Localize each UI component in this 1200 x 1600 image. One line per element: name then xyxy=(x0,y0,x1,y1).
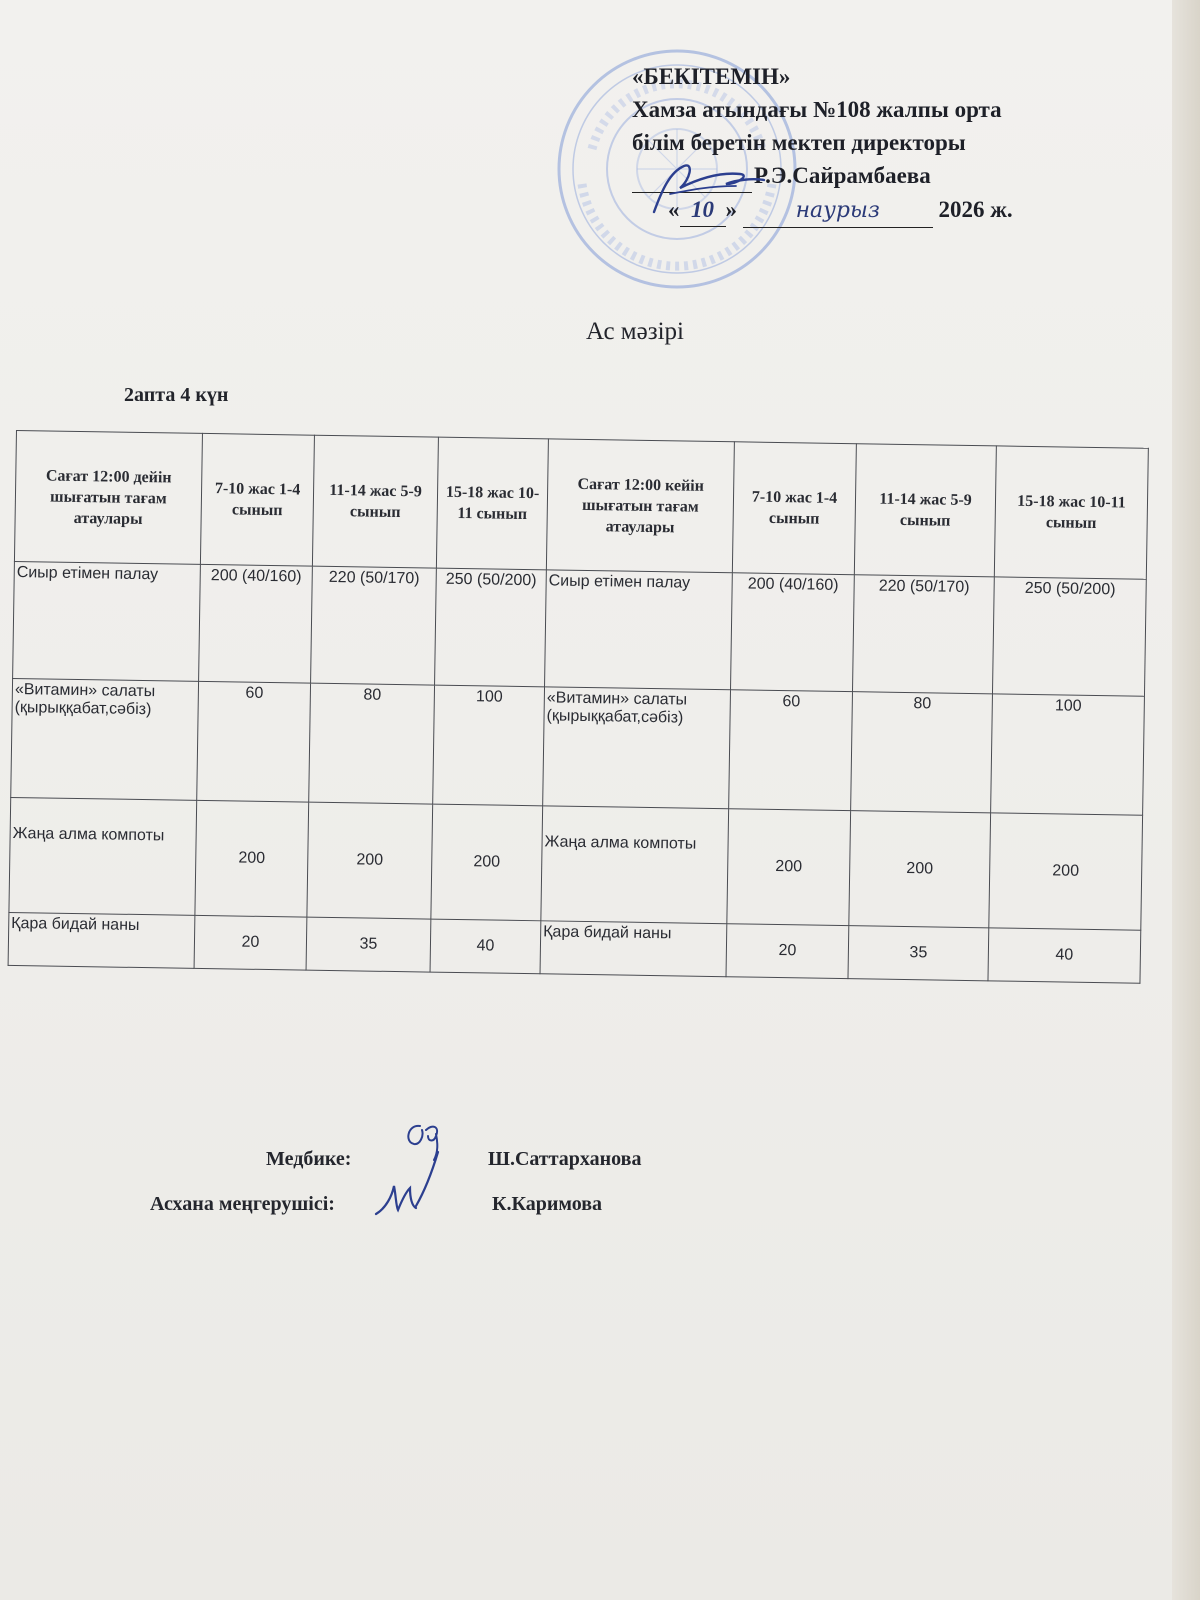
portion-cell: 250 (50/200) xyxy=(992,577,1146,696)
date-month: наурыз xyxy=(743,194,933,228)
portion-cell: 200 xyxy=(727,809,851,926)
dish-name: Қара бидай наны xyxy=(8,912,195,968)
director-signature xyxy=(640,150,770,220)
header-afternoon-dishes: Сағат 12:00 кейін шығатын тағам атаулары xyxy=(546,439,734,573)
portion-cell: 80 xyxy=(309,683,435,804)
portion-cell: 220 (50/170) xyxy=(852,575,994,694)
portion-cell: 200 xyxy=(307,802,433,919)
document-title: Ас мәзірі xyxy=(586,318,684,345)
portion-cell: 20 xyxy=(194,915,307,970)
portion-cell: 40 xyxy=(988,928,1141,983)
dish-name: Жаңа алма компоты xyxy=(541,806,729,924)
portion-cell: 60 xyxy=(729,690,853,811)
nurse-label: Медбике: xyxy=(266,1148,352,1170)
dish-name: Қара бидай наны xyxy=(540,921,727,977)
header-age-15-18: 15-18 жас 10-11 сынып xyxy=(436,437,548,570)
canteen-head-label: Асхана меңгерушісі: xyxy=(150,1193,335,1215)
approval-position-line: білім беретін мектеп директоры xyxy=(632,130,966,155)
page-edge-shadow xyxy=(1172,0,1200,1600)
portion-cell: 220 (50/170) xyxy=(311,566,437,685)
portion-cell: 200 (40/160) xyxy=(199,564,313,683)
table-row xyxy=(11,678,1145,815)
header-age-7-10: 7-10 жас 1-4 сынып xyxy=(200,433,314,566)
canteen-head-name: К.Каримова xyxy=(492,1193,603,1215)
portion-cell: 200 xyxy=(849,811,991,928)
portion-cell: 200 xyxy=(989,813,1143,930)
portion-cell: 35 xyxy=(848,926,989,981)
dish-name: Жаңа алма компоты xyxy=(9,797,197,915)
date-day: 10 xyxy=(680,193,726,227)
canteen-head-signature xyxy=(370,1144,450,1224)
portion-cell: 200 xyxy=(195,800,309,917)
header-age-7-10: 7-10 жас 1-4 сынып xyxy=(732,442,856,575)
header-age-11-14: 11-14 жас 5-9 сынып xyxy=(312,435,438,568)
dish-name: «Витамин» салаты (қырыққабат,сәбіз) xyxy=(543,687,731,809)
portion-cell: 200 xyxy=(431,804,543,921)
date-close-quote: » xyxy=(725,197,737,222)
header-age-15-18: 15-18 жас 10-11 сынып xyxy=(994,446,1148,579)
header-morning-dishes: Сағат 12:00 дейін шығатын тағам атаулары xyxy=(14,431,202,565)
approval-school-line: Хамза атындағы №108 жалпы орта xyxy=(632,97,1002,122)
nurse-name: Ш.Саттарханова xyxy=(488,1148,642,1170)
director-name: Р.Э.Сайрамбаева xyxy=(754,163,931,188)
week-day-label: 2апта 4 күн xyxy=(124,384,229,406)
date-open-quote: « xyxy=(668,197,680,222)
portion-cell: 40 xyxy=(430,919,541,974)
portion-cell: 100 xyxy=(433,685,545,806)
date-year: 2026 ж. xyxy=(938,197,1013,222)
table-row xyxy=(13,561,1147,696)
menu-header-row xyxy=(14,431,1148,580)
portion-cell: 100 xyxy=(991,694,1145,815)
header-age-11-14: 11-14 жас 5-9 сынып xyxy=(854,444,996,577)
dish-name: Сиыр етімен палау xyxy=(545,570,733,690)
portion-cell: 60 xyxy=(197,681,311,802)
portion-cell: 250 (50/200) xyxy=(435,568,547,687)
approval-heading: «БЕКІТЕМІН» xyxy=(632,64,791,89)
portion-cell: 35 xyxy=(306,917,431,972)
portion-cell: 20 xyxy=(726,924,849,979)
portion-cell: 200 (40/160) xyxy=(731,573,855,692)
dish-name: Сиыр етімен палау xyxy=(13,561,201,681)
dish-name: «Витамин» салаты (қырыққабат,сәбіз) xyxy=(11,678,199,800)
menu-table xyxy=(8,430,1149,984)
table-row xyxy=(9,797,1143,930)
portion-cell: 80 xyxy=(851,692,993,813)
